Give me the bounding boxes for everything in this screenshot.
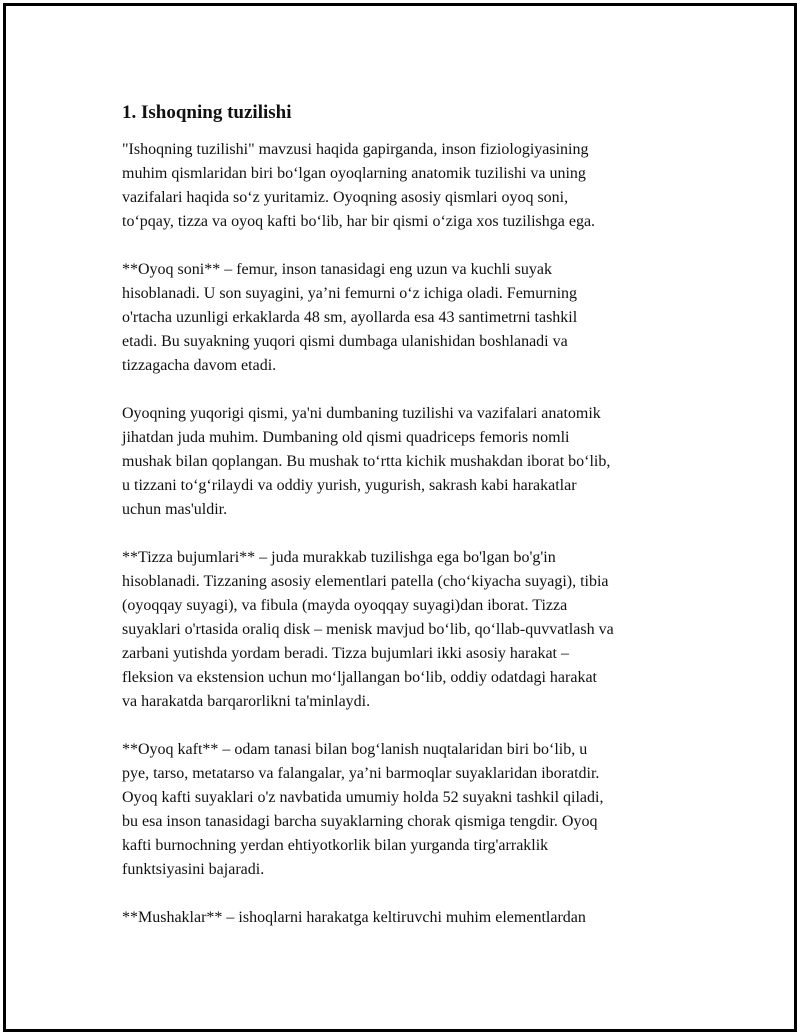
paragraph-dumba (122, 402, 682, 522)
document-body (122, 100, 682, 954)
text-line: fleksion va ekstension uchun mo‘ljallangan bo‘lib, oddiy odatdagi harakat (122, 669, 597, 686)
text-line: va harakatda barqarorlikni ta'minlaydi. (122, 693, 371, 710)
section-heading: 1. Ishoqning tuzilishi (122, 102, 292, 123)
text-line: Oyoqning yuqorigi qismi, ya'ni dumbaning tuzilishi va vazifalari anatomik (122, 405, 601, 422)
text-line: u tizzani to‘g‘rilaydi va oddiy yurish, yugurish, sakrash kabi harakatlar (122, 477, 577, 494)
text-line: etadi. Bu suyakning yuqori qismi dumbaga ulanishidan boshlanadi va (122, 333, 568, 350)
text-line: Oyoq kafti suyaklari o'z navbatida umumiy holda 52 suyakni tashkil qiladi, (122, 789, 604, 806)
text-line: (oyoqqay suyagi), va fibula (mayda oyoqqay suyagi)dan iborat. Tizza (122, 597, 568, 614)
text-line: o'rtacha uzunligi erkaklarda 48 sm, ayollarda esa 43 santimetrni tashkil (122, 309, 578, 326)
text-line: **Oyoq soni** – femur, inson tanasidagi eng uzun va kuchli suyak (122, 261, 552, 278)
paragraph-tizza (122, 546, 682, 714)
text-line: **Tizza bujumlari** – juda murakkab tuzilishga ega bo'lgan bo'g'in (122, 549, 556, 566)
text-line: vazifalari haqida so‘z yuritamiz. Oyoqning asosiy qismlari oyoq soni, (122, 189, 569, 206)
text-line: uchun mas'uldir. (122, 501, 228, 518)
text-line: bu esa inson tanasidagi barcha suyaklarning chorak qismiga tengdir. Oyoq (122, 813, 598, 830)
text-line: jihatdan juda muhim. Dumbaning old qismi quadriceps femoris nomli (122, 429, 570, 446)
text-line: kafti burnochning yerdan ehtiyotkorlik bilan yurganda tirg'arraklik (122, 837, 549, 854)
text-line: **Oyoq kaft** – odam tanasi bilan bog‘lanish nuqtalaridan biri bo‘lib, u (122, 741, 588, 758)
text-line: funktsiyasini bajaradi. (122, 861, 265, 878)
page-frame (3, 3, 797, 1032)
text-line: tizzagacha davom etadi. (122, 357, 277, 374)
text-line: hisoblanadi. Tizzaning asosiy elementlari patella (cho‘kiyacha suyagi), tibia (122, 573, 609, 590)
text-line: muhim qismlaridan biri bo‘lgan oyoqlarning anatomik tuzilishi va uning (122, 165, 586, 182)
text-line: pye, tarso, metatarso va falangalar, ya’ni barmoqlar suyaklaridan iboratdir. (122, 765, 600, 782)
paragraph-oyoq-soni (122, 258, 682, 378)
text-line: hisoblanadi. U son suyagini, ya’ni femurni o‘z ichiga oladi. Femurning (122, 285, 578, 302)
text-line: suyaklari o'rtasida oraliq disk – menisk mavjud bo‘lib, qo‘llab-quvvatlash va (122, 621, 614, 638)
paragraph-oyoq-kaft (122, 738, 682, 882)
paragraph-intro (122, 138, 682, 234)
paragraph-mushaklar (122, 906, 682, 930)
text-line: to‘pqay, tizza va oyoq kafti bo‘lib, har bir qismi o‘ziga xos tuzilishga ega. (122, 213, 596, 230)
text-line: "Ishoqning tuzilishi" mavzusi haqida gapirganda, inson fiziologiyasining (122, 141, 589, 158)
text-line: zarbani yutishda yordam beradi. Tizza bujumlari ikki asosiy harakat – (122, 645, 569, 662)
text-line: **Mushaklar** – ishoqlarni harakatga keltiruvchi muhim elementlardan (122, 909, 586, 926)
text-line: mushak bilan qoplangan. Bu mushak to‘rtta kichik mushakdan iborat bo‘lib, (122, 453, 611, 470)
